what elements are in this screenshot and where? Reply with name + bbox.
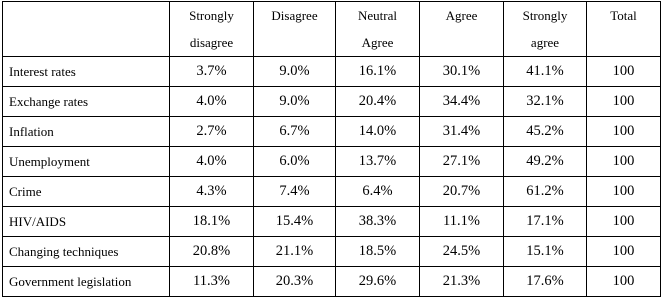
table-row bbox=[3, 267, 661, 297]
row-label: Crime bbox=[3, 177, 170, 207]
table-cell: 20.7% bbox=[420, 177, 504, 207]
table-cell: 21.1% bbox=[254, 237, 336, 267]
table-cell: 18.5% bbox=[336, 237, 420, 267]
table-cell: 11.3% bbox=[170, 267, 254, 297]
survey-table bbox=[2, 1, 661, 297]
row-label: Exchange rates bbox=[3, 87, 170, 117]
table-cell: 100 bbox=[587, 267, 661, 297]
table-row bbox=[3, 147, 661, 177]
row-label: HIV/AIDS bbox=[3, 207, 170, 237]
table-cell: 49.2% bbox=[504, 147, 587, 177]
table-cell: 100 bbox=[587, 177, 661, 207]
column-header-line: Strongly bbox=[522, 8, 568, 23]
table-cell: 6.0% bbox=[254, 147, 336, 177]
column-header-line: Neutral bbox=[358, 8, 397, 23]
column-header-neutral-agree bbox=[336, 2, 420, 57]
table-cell: 4.0% bbox=[170, 147, 254, 177]
table-cell: 15.1% bbox=[504, 237, 587, 267]
table-cell: 3.7% bbox=[170, 57, 254, 87]
table-cell: 17.1% bbox=[504, 207, 587, 237]
table-cell: 41.1% bbox=[504, 57, 587, 87]
table-cell: 9.0% bbox=[254, 57, 336, 87]
row-label: Interest rates bbox=[3, 57, 170, 87]
column-header-line: disagree bbox=[189, 35, 234, 50]
column-header-line: agree bbox=[530, 35, 560, 50]
table-cell: 100 bbox=[587, 207, 661, 237]
table-cell: 29.6% bbox=[336, 267, 420, 297]
table-row bbox=[3, 207, 661, 237]
table-cell: 100 bbox=[587, 87, 661, 117]
column-header-agree bbox=[420, 2, 504, 57]
table-cell: 100 bbox=[587, 147, 661, 177]
table-cell: 7.4% bbox=[254, 177, 336, 207]
row-label: Unemployment bbox=[3, 147, 170, 177]
table-cell: 17.6% bbox=[504, 267, 587, 297]
table-row bbox=[3, 87, 661, 117]
column-header-line: Agree bbox=[445, 8, 478, 23]
table-cell: 30.1% bbox=[420, 57, 504, 87]
table-cell: 20.8% bbox=[170, 237, 254, 267]
table-cell: 31.4% bbox=[420, 117, 504, 147]
table-cell: 38.3% bbox=[336, 207, 420, 237]
column-header-strongly-agree bbox=[504, 2, 587, 57]
table-row bbox=[3, 177, 661, 207]
table-cell: 27.1% bbox=[420, 147, 504, 177]
corner-cell bbox=[3, 2, 170, 57]
table-cell: 11.1% bbox=[420, 207, 504, 237]
column-header-total bbox=[587, 2, 661, 57]
column-header-disagree bbox=[254, 2, 336, 57]
table-cell: 14.0% bbox=[336, 117, 420, 147]
table-row bbox=[3, 237, 661, 267]
table-cell: 4.0% bbox=[170, 87, 254, 117]
table-cell: 24.5% bbox=[420, 237, 504, 267]
table-cell: 32.1% bbox=[504, 87, 587, 117]
table-cell: 9.0% bbox=[254, 87, 336, 117]
table-cell: 20.4% bbox=[336, 87, 420, 117]
table-cell: 16.1% bbox=[336, 57, 420, 87]
table-cell: 20.3% bbox=[254, 267, 336, 297]
table-cell: 13.7% bbox=[336, 147, 420, 177]
row-label: Government legislation bbox=[3, 267, 170, 297]
table-cell: 100 bbox=[587, 237, 661, 267]
table-cell: 6.7% bbox=[254, 117, 336, 147]
table-cell: 100 bbox=[587, 57, 661, 87]
column-header-strongly-disagree bbox=[170, 2, 254, 57]
row-label: Changing techniques bbox=[3, 237, 170, 267]
table-cell: 21.3% bbox=[420, 267, 504, 297]
column-header-line: Strongly bbox=[189, 8, 234, 23]
table-row bbox=[3, 57, 661, 87]
table-cell: 61.2% bbox=[504, 177, 587, 207]
table-cell: 18.1% bbox=[170, 207, 254, 237]
table-cell: 15.4% bbox=[254, 207, 336, 237]
table-cell: 2.7% bbox=[170, 117, 254, 147]
table-cell: 4.3% bbox=[170, 177, 254, 207]
header-row bbox=[3, 2, 661, 57]
table-cell: 6.4% bbox=[336, 177, 420, 207]
table-row bbox=[3, 117, 661, 147]
survey-table-container bbox=[2, 1, 661, 297]
table-cell: 34.4% bbox=[420, 87, 504, 117]
table-cell: 45.2% bbox=[504, 117, 587, 147]
column-header-line: Disagree bbox=[271, 8, 318, 23]
column-header-line: Agree bbox=[361, 35, 394, 50]
row-label: Inflation bbox=[3, 117, 170, 147]
table-cell: 100 bbox=[587, 117, 661, 147]
column-header-line: Total bbox=[610, 8, 637, 23]
